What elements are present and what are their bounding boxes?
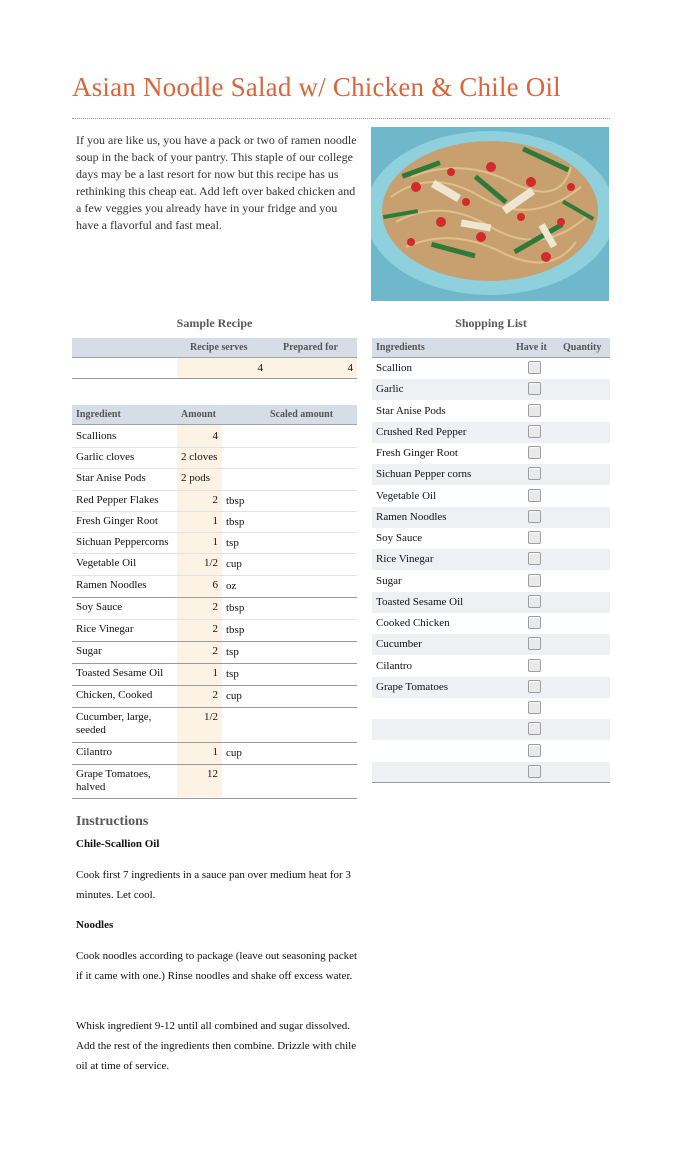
ingredient-unit: cup: [226, 690, 242, 702]
serves-header: [72, 338, 357, 358]
ingredient-name: Fresh Ginger Root: [76, 515, 158, 527]
shopping-header: [372, 338, 610, 358]
shopping-list-row: [372, 656, 610, 677]
shopping-item-name: Cooked Chicken: [376, 617, 450, 629]
ingredient-amount[interactable]: 2: [212, 601, 218, 613]
shopping-item-name: Ramen Noodles: [376, 510, 447, 523]
shopping-item-name: Garlic: [376, 383, 404, 396]
have-it-checkbox[interactable]: [528, 659, 541, 672]
have-it-checkbox[interactable]: [528, 361, 541, 374]
have-it-checkbox[interactable]: [528, 404, 541, 417]
serves-bottom-rule: [72, 378, 357, 379]
have-it-checkbox[interactable]: [528, 637, 541, 650]
chile-oil-step: Cook first 7 ingredients in a sauce pan over medium heat for 3 minutes. Let cool.: [76, 869, 351, 901]
have-it-checkbox[interactable]: [528, 510, 541, 523]
shopping-list-row: [372, 592, 610, 613]
ingredient-row-divider: [72, 798, 357, 799]
shopping-list-label: Shopping List: [455, 316, 527, 330]
ingredient-unit: tbsp: [226, 495, 245, 507]
ingredient-row-divider: [72, 490, 357, 491]
ingredient-row-divider: [72, 468, 357, 469]
have-it-header: Have it: [516, 342, 547, 353]
have-it-checkbox[interactable]: [528, 489, 541, 502]
shopping-list-row: [372, 507, 610, 528]
shopping-item-name: Toasted Sesame Oil: [376, 595, 464, 608]
ingredient-amount[interactable]: 1/2: [203, 557, 218, 569]
shopping-list-row: [372, 741, 610, 762]
ingredient-unit: tsp: [226, 537, 239, 549]
instructions-heading: Instructions: [76, 814, 149, 829]
ingredient-name: Grape Tomatoes, halved: [76, 768, 151, 793]
shopping-item-name: Sugar: [376, 574, 402, 587]
ingredient-col-header: Ingredient: [76, 409, 121, 420]
have-it-checkbox[interactable]: [528, 446, 541, 459]
ingredient-unit: cup: [226, 747, 242, 759]
have-it-checkbox[interactable]: [528, 744, 541, 757]
ingredient-amount[interactable]: 1: [212, 515, 218, 527]
have-it-checkbox[interactable]: [528, 425, 541, 438]
have-it-checkbox[interactable]: [528, 765, 541, 778]
shopping-item-name: Grape Tomatoes: [376, 680, 449, 693]
sample-recipe-label: Sample Recipe: [176, 316, 253, 330]
intro-text: If you are like us, you have a pack or two of ramen noodle soup in the back of your pantry. This staple of our college days may be a last resort for now but this recipe has us rethinking this cheap eat. Add left over baked chicken and a few veggies you already have in your fridge and you have a flavorful and fast meal.: [76, 133, 357, 232]
have-it-checkbox[interactable]: [528, 531, 541, 544]
shopping-item-name: Sichuan Pepper corns: [376, 468, 472, 481]
combine-step: Whisk ingredient 9-12 until all combined and sugar dissolved. Add the rest of the ingredients then combine. Drizzle with chile oil at time of service.: [76, 1020, 357, 1072]
ingredient-row-divider: [72, 532, 357, 533]
ingredient-row-divider: [72, 447, 357, 448]
ingredient-unit: tsp: [226, 668, 239, 680]
ingredient-amount[interactable]: 2: [212, 623, 218, 635]
ingredient-unit: tbsp: [226, 602, 245, 614]
scaled-col-header: Scaled amount: [270, 409, 334, 420]
shopping-item-name: Soy Sauce: [376, 532, 423, 544]
ingredient-row-divider: [72, 742, 357, 743]
have-it-checkbox[interactable]: [528, 722, 541, 735]
ingredient-name: Rice Vinegar: [76, 623, 134, 635]
ingredient-row-divider: [72, 707, 357, 708]
ingredient-amount[interactable]: 4: [212, 430, 218, 442]
ingredient-amount[interactable]: 2: [212, 689, 218, 701]
shopping-list-row: [372, 464, 610, 485]
noodles-step: Cook noodles according to package (leave out seasoning packet if it came with one.) Rinse noodles and shake off excess water.: [76, 950, 358, 982]
ingredient-amount[interactable]: 2 cloves: [181, 451, 218, 463]
shopping-list-row: [372, 677, 610, 698]
ingredient-row-divider: [72, 764, 357, 765]
ingredient-header: [72, 405, 357, 425]
ingredient-name: Scallions: [76, 430, 117, 442]
ingredient-amount[interactable]: 1: [212, 746, 218, 758]
shopping-list-row: [372, 422, 610, 443]
have-it-checkbox[interactable]: [528, 616, 541, 629]
ingredient-amount[interactable]: 1/2: [203, 711, 218, 723]
recipe-serves-header: Recipe serves: [190, 342, 248, 353]
shopping-item-name: Star Anise Pods: [376, 404, 446, 417]
shopping-bottom-rule: [372, 782, 610, 783]
title-divider: [72, 118, 610, 119]
shopping-item-name: Crushed Red Pepper: [376, 425, 467, 438]
have-it-checkbox[interactable]: [528, 680, 541, 693]
ingredient-name: Cilantro: [76, 746, 113, 758]
have-it-checkbox[interactable]: [528, 701, 541, 714]
ingredient-amount[interactable]: 12: [207, 768, 218, 780]
have-it-checkbox[interactable]: [528, 552, 541, 565]
shopping-list-row: [372, 698, 610, 719]
ingredient-name: Garlic cloves: [76, 451, 135, 463]
chile-oil-subheading: Chile-Scallion Oil: [76, 838, 160, 850]
ingredient-row-divider: [72, 597, 357, 598]
have-it-checkbox[interactable]: [528, 467, 541, 480]
ingredient-row-divider: [72, 619, 357, 620]
shopping-item-name: Vegetable Oil: [376, 489, 437, 502]
ingredient-name: Red Pepper Flakes: [76, 494, 159, 506]
ingredient-amount[interactable]: 1: [212, 536, 218, 548]
shopping-item-name: Fresh Ginger Root: [376, 447, 458, 459]
ingredient-row-divider: [72, 685, 357, 686]
shopping-item-name: Scallion: [376, 362, 413, 374]
ingredient-unit: oz: [226, 580, 237, 592]
amount-col-header: Amount: [181, 409, 217, 420]
shopping-list-row: [372, 762, 610, 783]
have-it-checkbox[interactable]: [528, 382, 541, 395]
shopping-list-row: [372, 401, 610, 422]
ingredient-name: Vegetable Oil: [76, 557, 137, 569]
ingredient-name: Sugar: [76, 645, 102, 657]
ingredient-unit: tbsp: [226, 624, 245, 636]
ingredient-name: Sichuan Peppercorns: [76, 536, 169, 548]
prepared-for-value[interactable]: 4: [347, 362, 353, 374]
ingredient-row-divider: [72, 641, 357, 642]
shopping-list-row: [372, 549, 610, 570]
ingredient-unit: tsp: [226, 646, 239, 658]
ingredient-amount[interactable]: 6: [212, 579, 218, 591]
ingredient-row-divider: [72, 575, 357, 576]
ingredient-name: Cucumber, large, seeded: [76, 711, 152, 736]
shopping-list-row: [372, 443, 610, 464]
ingredient-row-divider: [72, 663, 357, 664]
ingredient-name: Chicken, Cooked: [76, 689, 153, 701]
recipe-serves-value[interactable]: 4: [257, 362, 263, 374]
have-it-checkbox[interactable]: [528, 574, 541, 587]
shopping-list-row: [372, 613, 610, 634]
ingredient-row-divider: [72, 553, 357, 554]
prepared-for-header: Prepared for: [283, 342, 338, 353]
shop-ingredients-header: Ingredients: [376, 342, 425, 353]
have-it-checkbox[interactable]: [528, 595, 541, 608]
shopping-list-row: [372, 486, 610, 507]
ingredient-name: Ramen Noodles: [76, 579, 147, 591]
ingredient-amount[interactable]: 1: [212, 667, 218, 679]
serves-values-bg: [177, 358, 357, 378]
shopping-list-row: [372, 571, 610, 592]
quantity-header: Quantity: [563, 342, 602, 353]
noodles-subheading: Noodles: [76, 919, 114, 931]
ingredient-row-divider: [72, 511, 357, 512]
shopping-list-row: [372, 528, 610, 549]
shopping-item-name: Cucumber: [376, 638, 422, 651]
page-title: Asian Noodle Salad w/ Chicken & Chile Oil: [72, 72, 561, 102]
recipe-photo: [371, 127, 609, 301]
shopping-list-row: [372, 719, 610, 740]
ingredient-amount[interactable]: 2: [212, 645, 218, 657]
shopping-item-name: Rice Vinegar: [376, 553, 434, 566]
shopping-list-row: [372, 634, 610, 655]
ingredient-unit: cup: [226, 558, 242, 570]
shopping-item-name: Cilantro: [376, 659, 413, 672]
ingredient-name: Toasted Sesame Oil: [76, 667, 164, 679]
shopping-list-row: [372, 358, 610, 379]
ingredient-unit: tbsp: [226, 516, 245, 528]
ingredient-amount[interactable]: 2 pods: [181, 472, 211, 484]
ingredient-name: Soy Sauce: [76, 601, 123, 613]
ingredient-amount[interactable]: 2: [212, 494, 218, 506]
shopping-list-row: [372, 379, 610, 400]
ingredient-name: Star Anise Pods: [76, 472, 146, 484]
